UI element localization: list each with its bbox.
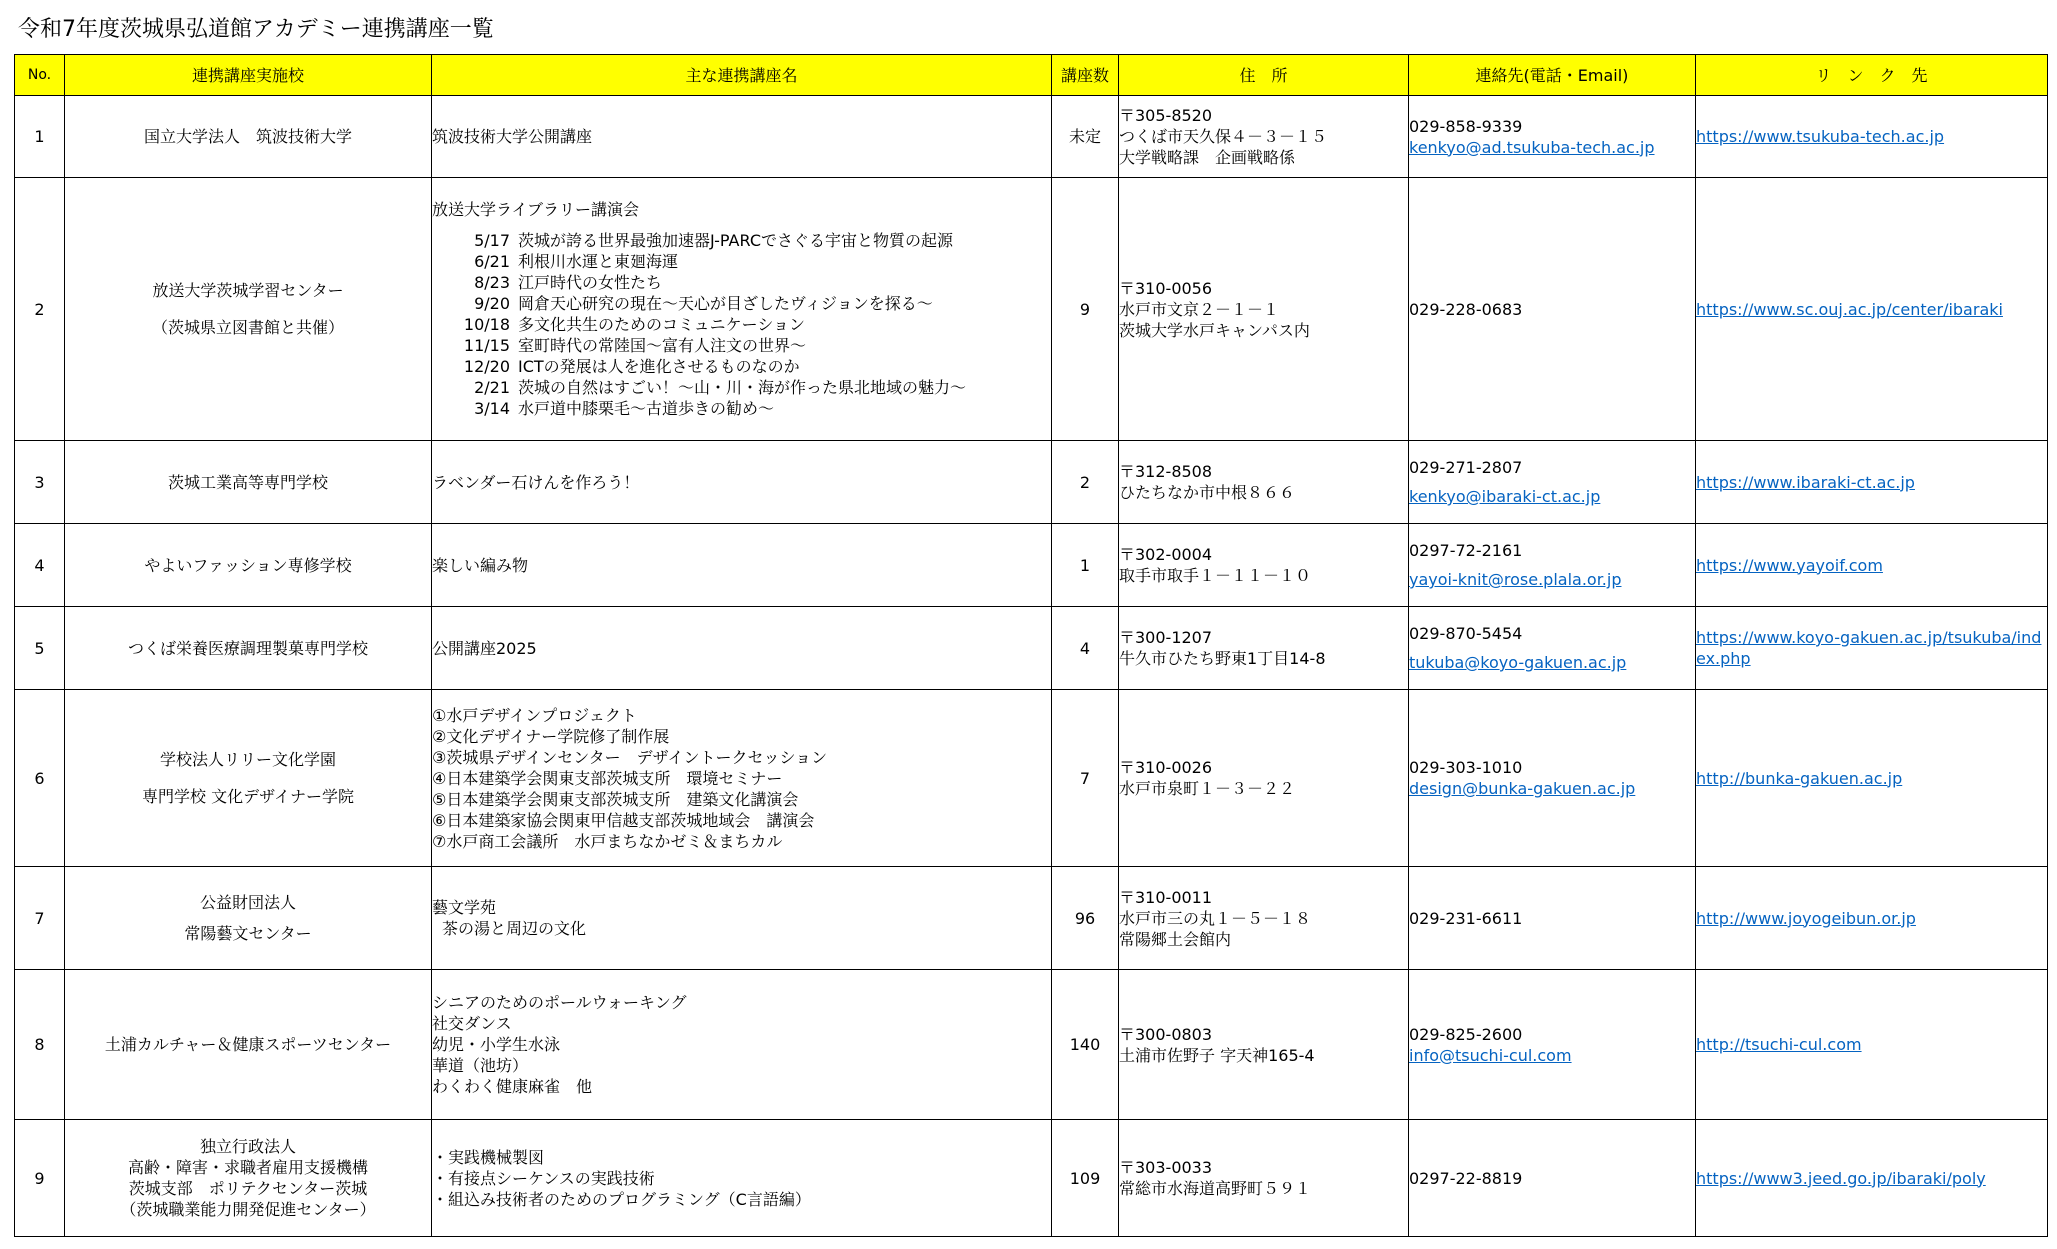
lecture-item: 6/21 利根川水運と東廻海運 xyxy=(474,252,679,271)
website-link[interactable]: https://www.tsukuba-tech.ac.jp xyxy=(1696,127,1945,146)
phone: 0297-72-2161 xyxy=(1409,541,1523,560)
table-row xyxy=(15,607,2048,690)
address: 〒310-0056 水戸市文京２－１－１ 茨城大学水戸キャンパス内 xyxy=(1119,178,1409,441)
contact xyxy=(1409,96,1696,178)
lecture-item: 10/18 多文化共生のためのコミュニケーション xyxy=(463,315,806,334)
address: 〒312-8508 ひたちなか市中根８６６ xyxy=(1119,441,1409,524)
course-count: 未定 xyxy=(1052,96,1119,178)
table-row xyxy=(15,178,2048,441)
phone: 029-870-5454 xyxy=(1409,624,1523,643)
header-no: No. xyxy=(15,55,65,96)
course-name: ラベンダー石けんを作ろう！ xyxy=(432,441,1052,524)
table-row xyxy=(15,524,2048,607)
course-item: ⑦水戸商工会議所 水戸まちなかゼミ＆まちカル xyxy=(432,831,783,851)
school-name: 独立行政法人 高齢・障害・求職者雇用支援機構 茨城支部 ポリテクセンター茨城 （茨城職業能力開発促進センター） xyxy=(65,1120,432,1237)
table-header-row xyxy=(15,55,2048,96)
course-item: ③茨城県デザインセンター デザイントークセッション xyxy=(432,747,828,767)
contact xyxy=(1409,1120,1696,1237)
course-item: ⑤日本建築学会関東支部茨城支所 建築文化講演会 xyxy=(432,789,799,809)
lecture-item: 2/21 茨城の自然はすごい！～山・川・海が作った県北地域の魅力～ xyxy=(474,378,967,397)
address: 〒303-0033 常総市水海道高野町５９１ xyxy=(1119,1120,1409,1237)
page-title: 令和7年度茨城県弘道館アカデミー連携講座一覧 xyxy=(18,17,494,42)
course-item: ①水戸デザインプロジェクト xyxy=(432,705,637,725)
website-link[interactable]: https://www.ibaraki-ct.ac.jp xyxy=(1696,472,1915,492)
table-row xyxy=(15,441,2048,524)
course-subtitle: 茶の湯と周辺の文化 xyxy=(442,919,587,938)
contact xyxy=(1409,607,1696,690)
link-cell xyxy=(1696,96,2048,178)
school-name: 公益財団法人 常陽藝文センター xyxy=(65,867,432,970)
email-link[interactable]: kenkyo@ibaraki-ct.ac.jp xyxy=(1409,487,1601,506)
row-number: 9 xyxy=(15,1120,65,1237)
address: 〒310-0026 水戸市泉町１－３－２２ xyxy=(1119,690,1409,867)
course-name xyxy=(432,690,1052,867)
header-contact: 連絡先(電話・Email) xyxy=(1409,55,1696,96)
phone: 029-825-2600 xyxy=(1409,1024,1523,1044)
school-name: 国立大学法人 筑波技術大学 xyxy=(65,96,432,178)
row-number: 6 xyxy=(15,690,65,867)
school-name: 学校法人リリー文化学園 専門学校 文化デザイナー学院 xyxy=(65,690,432,867)
course-name xyxy=(432,970,1052,1120)
course-name xyxy=(432,178,1052,441)
link-cell xyxy=(1696,524,2048,607)
header-course: 主な連携講座名 xyxy=(432,55,1052,96)
table-row xyxy=(15,867,2048,970)
row-number: 5 xyxy=(15,607,65,690)
lecture-item: 11/15 室町時代の常陸国～富有人注文の世界～ xyxy=(463,336,807,355)
email-link[interactable]: kenkyo@ad.tsukuba-tech.ac.jp xyxy=(1409,137,1655,157)
email-link[interactable]: yayoi-knit@rose.plala.or.jp xyxy=(1409,570,1622,589)
course-count: 9 xyxy=(1052,178,1119,441)
course-item: 幼児・小学生水泳 xyxy=(432,1035,561,1054)
table-row xyxy=(15,970,2048,1120)
school-name: 放送大学茨城学習センター （茨城県立図書館と共催） xyxy=(65,178,432,441)
website-link[interactable]: https://www.yayoif.com xyxy=(1696,555,1883,575)
course-count: 140 xyxy=(1052,970,1119,1120)
school-name: 土浦カルチャー＆健康スポーツセンター xyxy=(65,970,432,1120)
course-item: ⑥日本建築家協会関東甲信越支部茨城地域会 講演会 xyxy=(432,810,815,830)
course-item: 華道（池坊） xyxy=(432,1056,529,1075)
phone: 029-303-1010 xyxy=(1409,758,1523,777)
course-item: 社交ダンス xyxy=(432,1014,512,1033)
website-link[interactable]: https://www.koyo-gakuen.ac.jp/tsukuba/index.php xyxy=(1696,628,2042,668)
course-count: 1 xyxy=(1052,524,1119,607)
contact xyxy=(1409,441,1696,524)
course-table xyxy=(14,54,2048,1237)
header-link: リ ン ク 先 xyxy=(1696,55,2048,96)
lecture-item: 12/20 ICTの発展は人を進化させるものなのか xyxy=(463,357,800,376)
course-item: わくわく健康麻雀 他 xyxy=(432,1077,593,1096)
contact xyxy=(1409,690,1696,867)
address: 〒310-0011 水戸市三の丸１－５－１８ 常陽郷土会館内 xyxy=(1119,867,1409,970)
course-count: 109 xyxy=(1052,1120,1119,1237)
course-count: 96 xyxy=(1052,867,1119,970)
email-link[interactable]: tukuba@koyo-gakuen.ac.jp xyxy=(1409,653,1627,672)
website-link[interactable]: http://www.joyogeibun.or.jp xyxy=(1696,908,1916,928)
phone: 029-231-6611 xyxy=(1409,908,1523,928)
link-cell xyxy=(1696,1120,2048,1237)
website-link[interactable]: http://tsuchi-cul.com xyxy=(1696,1035,1862,1054)
row-number: 4 xyxy=(15,524,65,607)
contact xyxy=(1409,867,1696,970)
contact xyxy=(1409,178,1696,441)
link-cell xyxy=(1696,178,2048,441)
course-name xyxy=(432,867,1052,970)
link-cell xyxy=(1696,441,2048,524)
course-item: ④日本建築学会関東支部茨城支所 環境セミナー xyxy=(432,768,783,788)
course-count: 7 xyxy=(1052,690,1119,867)
email-link[interactable]: info@tsuchi-cul.com xyxy=(1409,1045,1572,1065)
school-name: 茨城工業高等専門学校 xyxy=(65,441,432,524)
website-link[interactable]: https://www.sc.ouj.ac.jp/center/ibaraki xyxy=(1696,299,2003,319)
school-name: つくば栄養医療調理製菓専門学校 xyxy=(65,607,432,690)
row-number: 7 xyxy=(15,867,65,970)
link-cell xyxy=(1696,607,2048,690)
course-name: 楽しい編み物 xyxy=(432,524,1052,607)
contact xyxy=(1409,524,1696,607)
website-link[interactable]: https://www3.jeed.go.jp/ibaraki/poly xyxy=(1696,1168,1986,1188)
address: 〒300-1207 牛久市ひたち野東1丁目14-8 xyxy=(1119,607,1409,690)
email-link[interactable]: design@bunka-gakuen.ac.jp xyxy=(1409,779,1636,798)
header-school: 連携講座実施校 xyxy=(65,55,432,96)
course-item: ・組込み技術者のためのプログラミング（C言語編） xyxy=(432,1189,811,1209)
course-count: 2 xyxy=(1052,441,1119,524)
phone: 029-271-2807 xyxy=(1409,458,1523,477)
lecture-item: 8/23 江戸時代の女性たち xyxy=(474,273,663,292)
phone: 029-858-9339 xyxy=(1409,116,1523,136)
phone: 0297-22-8819 xyxy=(1409,1168,1523,1188)
row-number: 3 xyxy=(15,441,65,524)
address: 〒305-8520 つくば市天久保４－３－１５ 大学戦略課 企画戦略係 xyxy=(1119,96,1409,178)
course-item: シニアのためのポールウォーキング xyxy=(432,993,687,1012)
course-item: ②文化デザイナー学院修了制作展 xyxy=(432,726,670,746)
phone: 029-228-0683 xyxy=(1409,299,1523,319)
course-title: 放送大学ライブラリー講演会 xyxy=(432,200,640,219)
table-row xyxy=(15,1120,2048,1237)
course-title: 藝文学苑 xyxy=(432,898,497,917)
course-item: ・実践機械製図 xyxy=(432,1147,545,1167)
course-count: 4 xyxy=(1052,607,1119,690)
school-name: やよいファッション専修学校 xyxy=(65,524,432,607)
course-name: 筑波技術大学公開講座 xyxy=(432,96,1052,178)
table-row xyxy=(15,690,2048,867)
lecture-item: 5/17 茨城が誇る世界最強加速器J-PARCでさぐる宇宙と物質の起源 xyxy=(474,231,953,250)
row-number: 8 xyxy=(15,970,65,1120)
link-cell xyxy=(1696,867,2048,970)
course-name: 公開講座2025 xyxy=(432,607,1052,690)
link-cell xyxy=(1696,970,2048,1120)
website-link[interactable]: http://bunka-gakuen.ac.jp xyxy=(1696,768,1903,788)
link-cell xyxy=(1696,690,2048,867)
course-item: ・有接点シーケンスの実践技術 xyxy=(432,1168,655,1188)
course-name xyxy=(432,1120,1052,1237)
row-number: 2 xyxy=(15,178,65,441)
table-row xyxy=(15,96,2048,178)
lecture-item: 3/14 水戸道中膝栗毛～古道歩きの勧め～ xyxy=(474,399,775,418)
header-address: 住 所 xyxy=(1119,55,1409,96)
address: 〒302-0004 取手市取手１－１１－１０ xyxy=(1119,524,1409,607)
lecture-item: 9/20 岡倉天心研究の現在～天心が目ざしたヴィジョンを探る～ xyxy=(474,294,933,313)
address: 〒300-0803 土浦市佐野子 字天神165-4 xyxy=(1119,970,1409,1120)
contact xyxy=(1409,970,1696,1120)
row-number: 1 xyxy=(15,96,65,178)
header-count: 講座数 xyxy=(1052,55,1119,96)
